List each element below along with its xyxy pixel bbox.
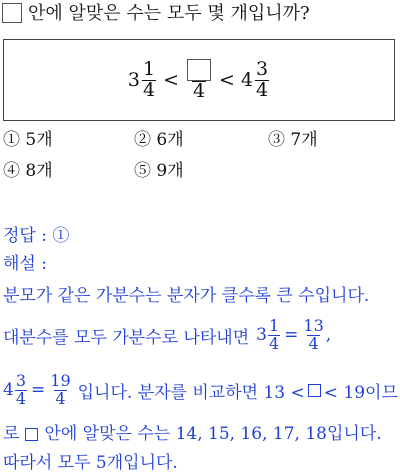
expression-box [3, 39, 395, 121]
less-than-2: < [219, 69, 235, 91]
middle-denominator: 4 [192, 79, 206, 102]
line4-rest: 안에 알맞은 수는 14, 15, 16, 17, 18입니다. [44, 424, 382, 444]
answer-blank-box [2, 3, 22, 23]
answer-line: 정답 : ① [3, 226, 70, 246]
line2-whole: 3 [256, 325, 267, 345]
right-fraction [255, 57, 269, 101]
right-whole: 4 [240, 69, 254, 91]
explanation-line-2 [3, 313, 331, 357]
line3-result-fraction: $\frac{19}{4}$ [50, 370, 71, 408]
left-whole: 3 [127, 69, 140, 91]
line3-equals: = [31, 380, 46, 400]
explanation-heading: 해설 : [3, 254, 47, 274]
choice-1[interactable]: ① 5개 [3, 130, 53, 150]
line3-blank-box [308, 384, 321, 397]
line4-blank-box [25, 428, 38, 441]
line2-fraction: $\frac{1}{4}$ [268, 315, 280, 353]
line2-result-fraction: $\frac{13}{4}$ [303, 315, 324, 353]
explanation-line-5: 따라서 모두 5개입니다. [3, 453, 178, 473]
inequality-expression [4, 40, 394, 120]
line3-mid: 입니다. 분자를 비교하면 13 < [77, 382, 305, 403]
line2-end: , [325, 325, 332, 345]
left-numerator: 1 [142, 57, 156, 80]
choice-3[interactable]: ③ 7개 [268, 130, 318, 150]
left-fraction [142, 57, 156, 101]
right-denominator: 4 [256, 78, 269, 101]
line3-end: < 19이므 [323, 382, 398, 403]
explanation-line-4 [3, 422, 382, 446]
line2-prefix: 대분수를 모두 가분수로 나타내면 [3, 327, 250, 348]
choice-2[interactable]: ② 6개 [134, 130, 184, 150]
choice-5[interactable]: ⑤ 9개 [134, 161, 184, 181]
right-numerator: 3 [256, 57, 269, 80]
explanation-line-3 [3, 368, 398, 412]
line3-fraction: $\frac{3}{4}$ [15, 370, 27, 408]
question-text: 안에 알맞은 수는 모두 몇 개입니까? [28, 3, 310, 24]
line4-prefix: 로 [3, 424, 20, 444]
explanation-line-1: 분모가 같은 가분수는 분자가 클수록 큰 수입니다. [3, 286, 370, 306]
line2-equals: = [284, 325, 299, 345]
line3-whole: 4 [3, 380, 14, 400]
less-than-1: < [163, 69, 179, 91]
choice-4[interactable]: ④ 8개 [3, 161, 53, 181]
left-denominator: 4 [142, 78, 156, 101]
numerator-blank-box [187, 59, 211, 81]
middle-fraction [186, 59, 212, 102]
